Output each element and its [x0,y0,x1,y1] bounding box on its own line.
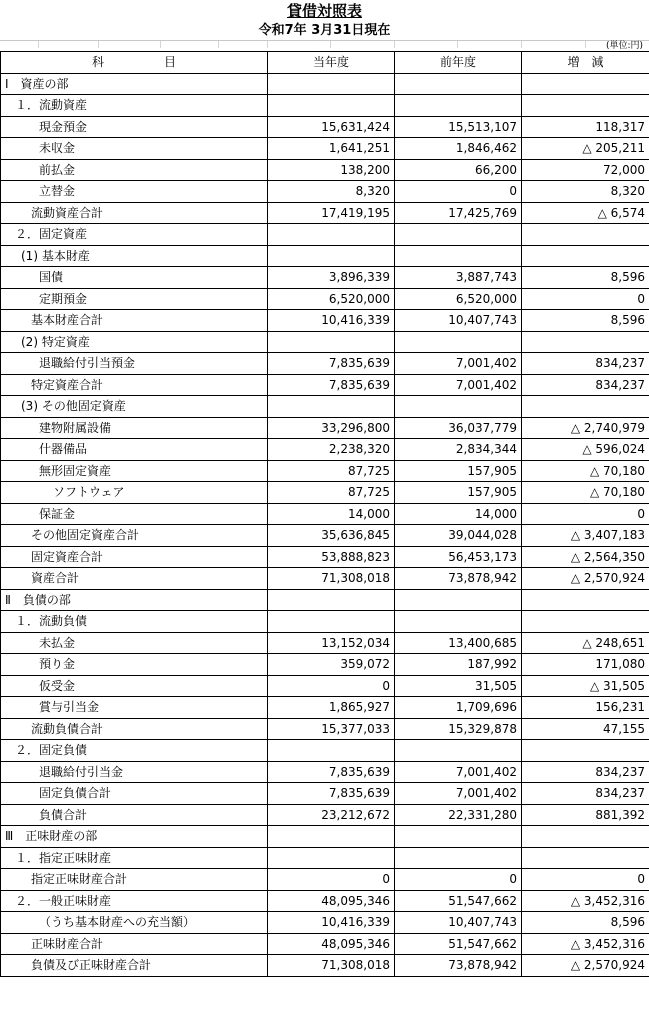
table-row [1,116,649,138]
table-row [1,847,649,869]
table-row [1,955,649,977]
row-label: 資産合計 [1,568,268,590]
row-change-value: 8,596 [522,310,649,332]
row-label: （うち基本財産への充当額） [1,912,268,934]
row-change-value [522,611,649,633]
row-label: Ⅲ 正味財産の部 [1,826,268,848]
row-label: 特定資産合計 [1,374,268,396]
row-change-value: 881,392 [522,804,649,826]
row-current-value [268,95,395,117]
row-current-value: 14,000 [268,503,395,525]
table-row [1,374,649,396]
row-change-value: △ 2,564,350 [522,546,649,568]
row-label: ソフトウェア [1,482,268,504]
row-current-value: 138,200 [268,159,395,181]
row-current-value: 48,095,346 [268,890,395,912]
row-label: 前払金 [1,159,268,181]
row-current-value: 15,631,424 [268,116,395,138]
row-label: 正味財産合計 [1,933,268,955]
row-label: 什器備品 [1,439,268,461]
row-previous-value: 22,331,280 [395,804,522,826]
table-row [1,245,649,267]
document-date: 令和7年 3月31日現在 [258,23,391,38]
row-change-value: 0 [522,288,649,310]
row-current-value: 6,520,000 [268,288,395,310]
row-previous-value [395,611,522,633]
row-change-value [522,245,649,267]
row-current-value: 23,212,672 [268,804,395,826]
table-row [1,611,649,633]
row-change-value: 0 [522,503,649,525]
row-label: 流動負債合計 [1,718,268,740]
row-label: 未払金 [1,632,268,654]
row-current-value: 15,377,033 [268,718,395,740]
row-change-value: 834,237 [522,353,649,375]
row-previous-value: 51,547,662 [395,890,522,912]
table-row [1,632,649,654]
row-current-value [268,331,395,353]
table-row [1,460,649,482]
row-current-value: 33,296,800 [268,417,395,439]
row-current-value: 71,308,018 [268,955,395,977]
table-row [1,546,649,568]
row-label: ２．固定負債 [1,740,268,762]
row-current-value: 7,835,639 [268,761,395,783]
table-row [1,288,649,310]
table-row [1,589,649,611]
unit-label: (単位:円) [605,41,643,51]
table-row [1,761,649,783]
header-item: 科 目 [1,52,268,74]
row-label: 負債及び正味財産合計 [1,955,268,977]
row-label: 負債合計 [1,804,268,826]
row-current-value [268,847,395,869]
row-previous-value: 17,425,769 [395,202,522,224]
row-current-value: 359,072 [268,654,395,676]
row-change-value: 171,080 [522,654,649,676]
row-current-value [268,73,395,95]
row-label: 流動資産合計 [1,202,268,224]
row-previous-value: 36,037,779 [395,417,522,439]
row-label: 退職給付引当金 [1,761,268,783]
table-body [1,73,649,976]
table-row [1,95,649,117]
row-previous-value [395,245,522,267]
row-label: 立替金 [1,181,268,203]
table-row [1,224,649,246]
row-previous-value: 10,407,743 [395,912,522,934]
row-current-value [268,245,395,267]
table-row [1,869,649,891]
row-previous-value: 3,887,743 [395,267,522,289]
row-previous-value [395,740,522,762]
row-previous-value: 15,329,878 [395,718,522,740]
table-row [1,718,649,740]
row-label: 保証金 [1,503,268,525]
row-previous-value: 56,453,173 [395,546,522,568]
table-row [1,826,649,848]
row-previous-value: 7,001,402 [395,761,522,783]
row-change-value [522,589,649,611]
row-label: 現金預金 [1,116,268,138]
row-label: 退職給付引当預金 [1,353,268,375]
row-previous-value: 10,407,743 [395,310,522,332]
table-row [1,503,649,525]
table-row [1,482,649,504]
row-label: Ⅱ 負債の部 [1,589,268,611]
row-previous-value: 157,905 [395,460,522,482]
table-row [1,310,649,332]
row-label: (1) 基本財産 [1,245,268,267]
table-row [1,439,649,461]
row-change-value: 47,155 [522,718,649,740]
row-label: 固定負債合計 [1,783,268,805]
row-previous-value: 51,547,662 [395,933,522,955]
table-row [1,783,649,805]
row-previous-value: 7,001,402 [395,783,522,805]
row-previous-value: 0 [395,869,522,891]
row-previous-value: 0 [395,181,522,203]
row-change-value: 0 [522,869,649,891]
table-row [1,654,649,676]
row-change-value: 834,237 [522,761,649,783]
row-change-value [522,826,649,848]
table-row [1,331,649,353]
table-row [1,890,649,912]
row-previous-value: 1,846,462 [395,138,522,160]
row-previous-value: 39,044,028 [395,525,522,547]
row-label: 固定資産合計 [1,546,268,568]
row-change-value: 8,596 [522,912,649,934]
row-current-value: 17,419,195 [268,202,395,224]
table-row [1,525,649,547]
row-change-value: 8,320 [522,181,649,203]
row-previous-value: 6,520,000 [395,288,522,310]
row-current-value: 3,896,339 [268,267,395,289]
table-row [1,675,649,697]
row-change-value [522,95,649,117]
row-change-value: △ 2,570,924 [522,955,649,977]
row-previous-value [395,847,522,869]
row-previous-value: 73,878,942 [395,955,522,977]
row-change-value [522,740,649,762]
row-current-value [268,826,395,848]
table-row [1,697,649,719]
header-current-year: 当年度 [268,52,395,74]
row-current-value: 7,835,639 [268,783,395,805]
row-change-value: △ 3,407,183 [522,525,649,547]
row-previous-value: 1,709,696 [395,697,522,719]
row-label: １．流動負債 [1,611,268,633]
table-row [1,267,649,289]
table-row [1,159,649,181]
row-current-value: 71,308,018 [268,568,395,590]
header-change: 増 減 [522,52,649,74]
row-current-value: 35,636,845 [268,525,395,547]
row-label: (3) その他固定資産 [1,396,268,418]
row-change-value: △ 2,740,979 [522,417,649,439]
row-previous-value: 7,001,402 [395,374,522,396]
row-label: 定期預金 [1,288,268,310]
row-label: 国債 [1,267,268,289]
row-change-value: △ 3,452,316 [522,890,649,912]
row-previous-value [395,396,522,418]
row-change-value: 834,237 [522,374,649,396]
spreadsheet-grid-row [0,40,649,48]
table-row [1,353,649,375]
row-change-value: 72,000 [522,159,649,181]
row-change-value [522,73,649,95]
row-label: 預り金 [1,654,268,676]
row-label: 仮受金 [1,675,268,697]
row-change-value [522,224,649,246]
header-previous-year: 前年度 [395,52,522,74]
row-current-value [268,224,395,246]
row-previous-value: 157,905 [395,482,522,504]
row-current-value: 8,320 [268,181,395,203]
row-change-value: 834,237 [522,783,649,805]
row-previous-value: 7,001,402 [395,353,522,375]
row-change-value: 156,231 [522,697,649,719]
row-previous-value: 187,992 [395,654,522,676]
row-current-value: 48,095,346 [268,933,395,955]
table-row [1,568,649,590]
row-current-value: 7,835,639 [268,353,395,375]
row-previous-value: 66,200 [395,159,522,181]
row-current-value [268,740,395,762]
table-row [1,912,649,934]
row-current-value: 10,416,339 [268,310,395,332]
row-current-value: 87,725 [268,482,395,504]
table-row [1,202,649,224]
row-previous-value: 2,834,344 [395,439,522,461]
row-change-value: △ 205,211 [522,138,649,160]
row-current-value: 0 [268,869,395,891]
row-label: 建物附属設備 [1,417,268,439]
document-title: 貸借対照表 [286,2,362,20]
row-label: 指定正味財産合計 [1,869,268,891]
row-current-value: 0 [268,675,395,697]
row-previous-value: 31,505 [395,675,522,697]
row-previous-value [395,224,522,246]
row-label: ２．固定資産 [1,224,268,246]
row-label: Ⅰ 資産の部 [1,73,268,95]
row-previous-value: 15,513,107 [395,116,522,138]
row-change-value: 8,596 [522,267,649,289]
table-row [1,740,649,762]
row-change-value: △ 31,505 [522,675,649,697]
table-row [1,73,649,95]
row-previous-value [395,331,522,353]
row-change-value [522,396,649,418]
table-header-row [1,52,649,74]
row-change-value [522,847,649,869]
row-change-value: △ 2,570,924 [522,568,649,590]
row-label: 無形固定資産 [1,460,268,482]
row-current-value: 1,865,927 [268,697,395,719]
row-change-value: △ 248,651 [522,632,649,654]
row-label: ２．一般正味財産 [1,890,268,912]
row-change-value: △ 70,180 [522,460,649,482]
row-label: 賞与引当金 [1,697,268,719]
row-current-value [268,611,395,633]
row-current-value: 7,835,639 [268,374,395,396]
row-current-value [268,589,395,611]
table-row [1,804,649,826]
row-previous-value: 14,000 [395,503,522,525]
row-label: 基本財産合計 [1,310,268,332]
table-row [1,933,649,955]
table-row [1,181,649,203]
row-change-value: △ 6,574 [522,202,649,224]
row-current-value: 13,152,034 [268,632,395,654]
row-change-value: 118,317 [522,116,649,138]
row-previous-value [395,95,522,117]
row-change-value: △ 596,024 [522,439,649,461]
row-change-value: △ 70,180 [522,482,649,504]
row-label: 未収金 [1,138,268,160]
row-previous-value [395,826,522,848]
row-change-value: △ 3,452,316 [522,933,649,955]
row-label: １．流動資産 [1,95,268,117]
row-label: １．指定正味財産 [1,847,268,869]
table-row [1,138,649,160]
row-previous-value: 13,400,685 [395,632,522,654]
table-row [1,396,649,418]
row-previous-value: 73,878,942 [395,568,522,590]
row-change-value [522,331,649,353]
row-current-value: 53,888,823 [268,546,395,568]
row-current-value: 1,641,251 [268,138,395,160]
row-previous-value [395,73,522,95]
balance-sheet-table [0,51,649,977]
row-current-value: 2,238,320 [268,439,395,461]
row-label: (2) 特定資産 [1,331,268,353]
table-row [1,417,649,439]
row-previous-value [395,589,522,611]
row-label: その他固定資産合計 [1,525,268,547]
row-current-value [268,396,395,418]
row-current-value: 87,725 [268,460,395,482]
row-current-value: 10,416,339 [268,912,395,934]
